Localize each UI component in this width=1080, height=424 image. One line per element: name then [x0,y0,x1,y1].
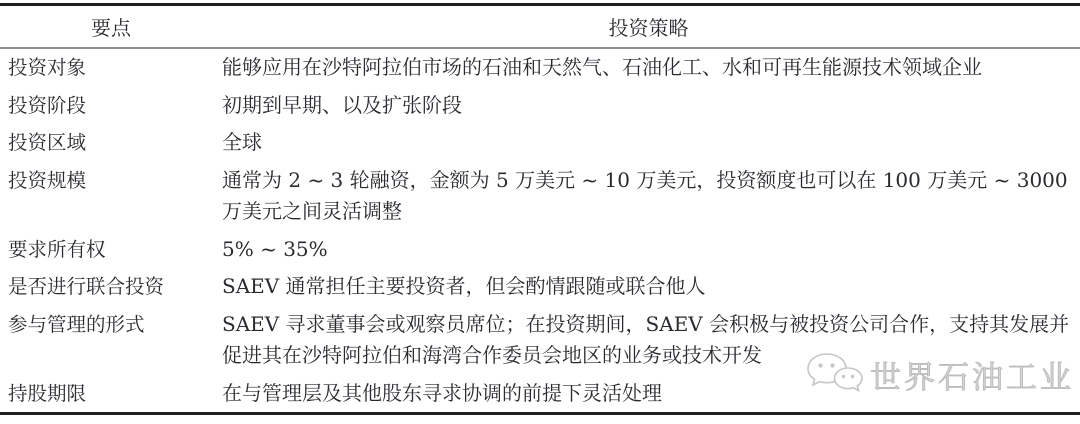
row-label: 持股期限 [8,381,87,405]
table-body [0,49,1080,415]
row-value: 5% ~ 35% [222,236,328,261]
table-row [0,306,1080,375]
row-label: 投资区域 [8,131,87,154]
row-label: 投资规模 [8,168,87,192]
table-row [0,375,1080,413]
row-value: 能够应用在沙特阿拉伯市场的石油和天然气、石油化工、水和可再生能源技术领域企业 [222,55,982,79]
row-value: 通常为 2 ~ 3 轮融资，金额为 5 万美元 ~ 10 万美元，投资额度也可以在 100 万美元 ~ 3000 万美元之间灵活调整 [222,167,1068,223]
row-label: 要求所有权 [8,237,106,261]
table-row [0,268,1080,306]
row-label: 投资阶段 [8,93,87,117]
row-value: 全球 [222,130,262,154]
investment-strategy-table [0,3,1080,415]
table-row [0,87,1080,125]
row-value: SAEV 通常担任主要投资者，但会酌情跟随或联合他人 [222,274,706,298]
row-label: 是否进行联合投资 [8,275,165,298]
row-value: SAEV 寻求董事会或观察员席位；在投资期间，SAEV 会积极与被投资公司合作，支持其发展并促进其在沙特阿拉伯和海湾合作委员会地区的业务或技术开发 [222,311,1070,367]
column-header-strategy: 投资策略 [608,16,689,40]
table-header-row [0,3,1080,49]
table-row [0,124,1080,162]
row-label: 参与管理的形式 [8,312,145,336]
table-row [0,231,1080,269]
table-row [0,162,1080,231]
row-value: 初期到早期、以及扩张阶段 [222,92,462,117]
watermark-text: 世界石油工业 [870,359,1074,396]
table-row [0,49,1080,87]
column-header-keypoints: 要点 [91,16,131,40]
row-value: 在与管理层及其他股东寻求协调的前提下灵活处理 [222,380,662,405]
row-label: 投资对象 [8,56,87,79]
